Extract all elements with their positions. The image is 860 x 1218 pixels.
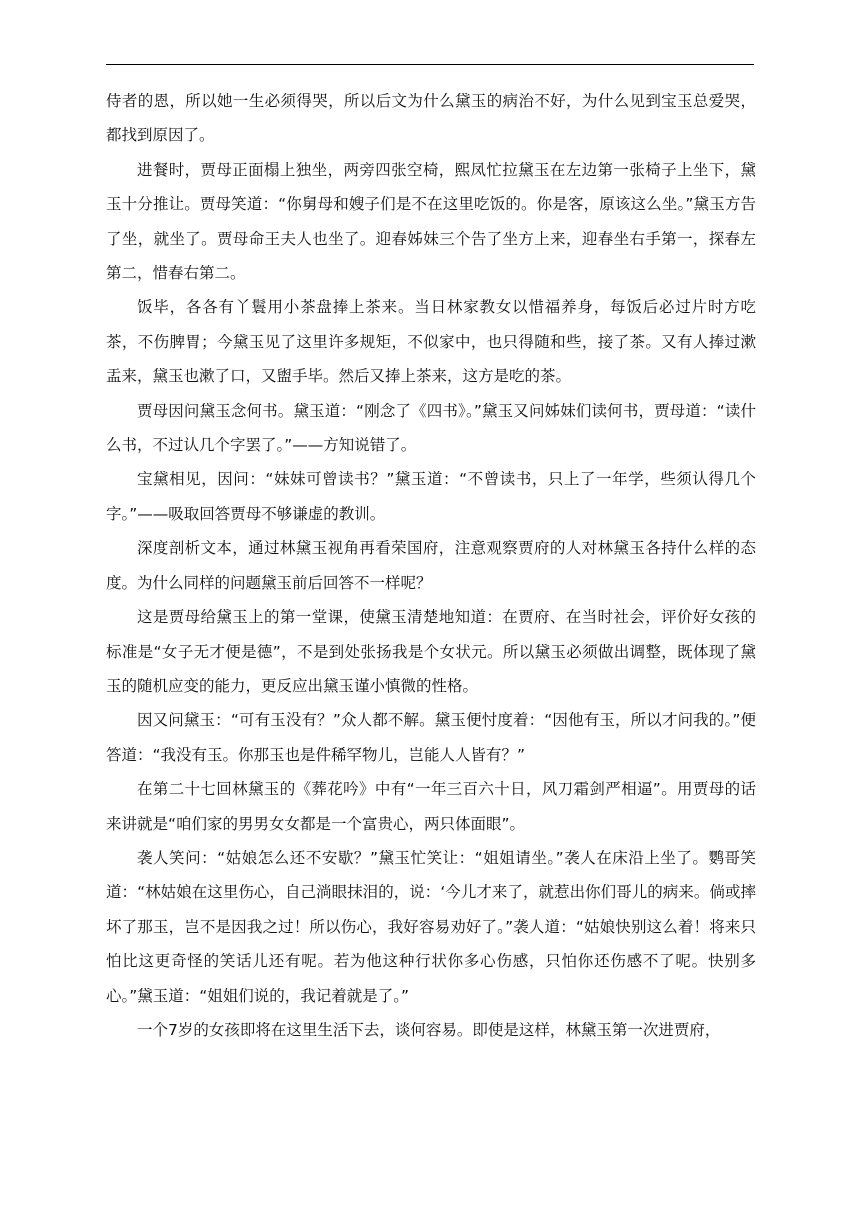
paragraph: 因又问黛玉：“可有玉没有？”众人都不解。黛玉便忖度着：“因他有玉，所以才问我的。”便答道：“我没有玉。你那玉也是件稀罕物儿，岂能人人皆有？” [106,711,756,764]
paragraph-continuation: 侍者的恩，所以她一生必须得哭，所以后文为什么黛玉的病治不好，为什么见到宝玉总爱哭，都找到原因了。 [106,92,756,145]
paragraph: 在第二十七回林黛玉的《葬花吟》中有“一年三百六十日，风刀霜剑严相逼”。用贾母的话来讲就是“咱们家的男男女女都是一个富贵心，两只体面眼”。 [106,780,756,833]
paragraph: 深度剖析文本，通过林黛玉视角再看荣国府，注意观察贾府的人对林黛玉各持什么样的态度。为什么同样的问题黛玉前后回答不一样呢？ [106,539,756,592]
document-body [106,84,756,1047]
paragraph: 一个7岁的女孩即将在这里生活下去，谈何容易。即使是这样，林黛玉第一次进贾府， [137,1020,721,1039]
header-rule [106,64,754,65]
paragraph: 饭毕，各各有丫鬟用小茶盘捧上茶来。当日林家教女以惜福养身，每饭后必过片时方吃茶，不伤脾胃；今黛玉见了这里许多规矩，不似家中，也只得随和些，接了茶。又有人捧过漱盂来，黛玉也漱了口，又盥手毕。然后又捧上茶来，这方是吃的茶。 [106,298,756,386]
paragraph: 这是贾母给黛玉上的第一堂课，使黛玉清楚地知道：在贾府、在当时社会，评价好女孩的标准是“女子无才便是德”，不是到处张扬我是个女状元。所以黛玉必须做出调整，既体现了黛玉的随机应变的能力，更反应出黛玉谨小慎微的性格。 [106,608,756,695]
paragraph: 宝黛相见，因问：“妹妹可曾读书？”黛玉道：“不曾读书，只上了一年学，些须认得几个字。”——吸取回答贾母不够谦虚的教训。 [106,470,756,523]
paragraph: 进餐时，贾母正面榻上独坐，两旁四张空椅，熙凤忙拉黛玉在左边第一张椅子上坐下，黛玉十分推让。贾母笑道：“你舅母和嫂子们是不在这里吃饭的。你是客，原该这么坐。”黛玉方告了坐，就坐了。贾母命王夫人也坐了。迎春姊妹三个告了坐方上来，迎春坐右手第一，探春左第二，惜春右第二。 [106,160,756,283]
paragraph: 袭人笑问：“姑娘怎么还不安歇？”黛玉忙笑让：“姐姐请坐。”袭人在床沿上坐了。鹦哥笑道：“林姑娘在这里伤心，自己淌眼抹泪的，说：‘今儿才来了，就惹出你们哥儿的病来。倘或摔坏了那玉，岂不是因我之过！所以伤心，我好容易劝好了。”袭人道：“姑娘快别这么着！将来只怕比这更奇怪的笑话儿还有呢。若为他这种行状你多心伤感，只怕你还伤感不了呢。快别多心。”黛玉道：“姐姐们说的，我记着就是了。” [106,848,756,1005]
paragraph: 贾母因问黛玉念何书。黛玉道：“刚念了《四书》。”黛玉又问姊妹们读何书，贾母道：“读什么书，不过认几个字罢了。”——方知说错了。 [106,401,756,455]
